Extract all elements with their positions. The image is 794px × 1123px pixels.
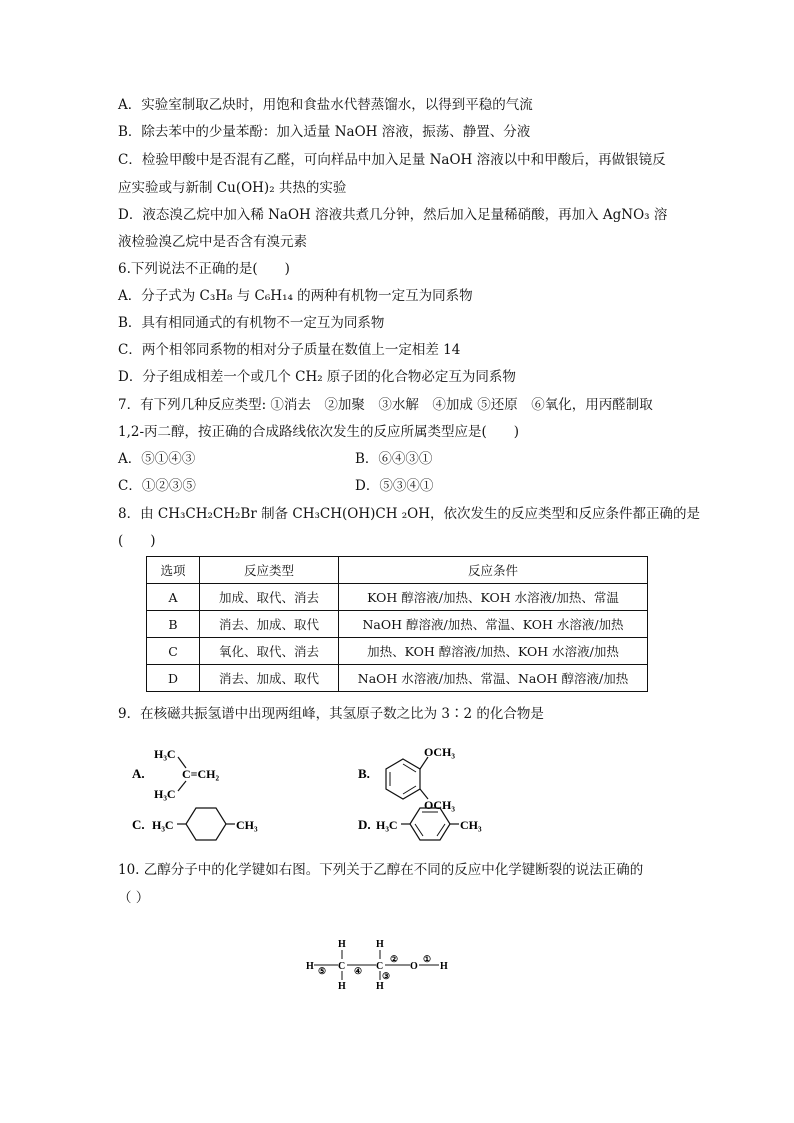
q9-a-c-ch2: C=CH₂ [182, 767, 220, 781]
q5-option-c: C．检验甲酸中是否混有乙醛，可向样品中加入足量 NaOH 溶液以中和甲酸后，再做银镜反 [118, 152, 666, 168]
table-header-row [147, 557, 648, 584]
q9-c-h3c: H₃C [152, 818, 174, 832]
table-cell: 消去、加成、取代 [200, 611, 339, 638]
table-cell: D [147, 665, 200, 692]
q9-structures [118, 735, 578, 850]
q9-d-h3c: H₃C [376, 818, 398, 832]
table-cell: B [147, 611, 200, 638]
q9-d-ch3: CH₃ [460, 818, 482, 832]
q6-option-b: B．具有相同通式的有机物不一定互为同系物 [118, 315, 385, 331]
table-header-cell: 选项 [147, 557, 200, 584]
q8-stem-line1: 8．由 CH₃CH₂CH₂Br 制备 CH₃CH(OH)CH ₂OH，依次发生的反应类型和反应条件都正确的是 [118, 506, 701, 522]
q9-label-d: D. [358, 817, 371, 832]
q5-option-c-cont: 应实验或与新制 Cu(OH)₂ 共热的实验 [118, 180, 347, 196]
table-header-cell: 反应条件 [339, 557, 648, 584]
q9-a-h3c-top: H₃C [154, 747, 176, 761]
table-row [147, 611, 648, 638]
q8-table [146, 556, 648, 692]
ethanol-bond-label-3: ③ [382, 971, 391, 981]
table-cell: C [147, 638, 200, 665]
q9-a-bond-bottom [178, 781, 186, 791]
q5-option-d-cont: 液检验溴乙烷中是否含有溴元素 [118, 234, 307, 250]
q9-c-ring [186, 808, 226, 840]
q9-b-ring [386, 759, 420, 799]
q10-stem-line2: （ ） [118, 890, 150, 906]
q6-stem: 6.下列说法不正确的是( ) [118, 261, 290, 277]
table-row [147, 638, 648, 665]
table-cell: A [147, 584, 200, 611]
q7-option-b: B．⑥④③① [355, 451, 433, 467]
table-cell: 加成、取代、消去 [200, 584, 339, 611]
ethanol-h-right: H [440, 961, 448, 972]
q8-stem-line2: ( ) [118, 533, 156, 549]
q9-label-c: C. [132, 817, 145, 832]
ethanol-h-bottom-left: H [338, 981, 346, 992]
table-header-cell: 反应类型 [200, 557, 339, 584]
ethanol-c-right: C [376, 961, 384, 972]
table-cell: 氧化、取代、消去 [200, 638, 339, 665]
q9-d-ring [410, 808, 450, 840]
q5-option-d: D．液态溴乙烷中加入稀 NaOH 溶液共煮几分钟，然后加入足量稀硝酸，再加入 AgNO₃ 溶 [118, 207, 668, 223]
q6-option-a: A．分子式为 C₃H₈ 与 C₆H₁₄ 的两种有机物一定互为同系物 [118, 288, 473, 304]
ethanol-h-top-right: H [376, 939, 384, 950]
table-row [147, 665, 648, 692]
ethanol-bond-label-5: ⑤ [318, 966, 327, 976]
q5-option-a: A．实验室制取乙炔时，用饱和食盐水代替蒸馏水，以得到平稳的气流 [118, 97, 533, 113]
ethanol-h-top-left: H [338, 939, 346, 950]
q9-c-ch3: CH₃ [236, 818, 258, 832]
table-cell: KOH 醇溶液/加热、KOH 水溶液/加热、常温 [339, 584, 648, 611]
q7-option-d: D．⑤③④① [355, 478, 434, 494]
q7-stem-line2: 1,2-丙二醇，按正确的合成路线依次发生的反应所属类型应是( ) [118, 424, 520, 440]
table-cell: NaOH 醇溶液/加热、常温、KOH 水溶液/加热 [339, 611, 648, 638]
ethanol-h-bottom-right: H [376, 981, 384, 992]
table-cell: 加热、KOH 醇溶液/加热、KOH 水溶液/加热 [339, 638, 648, 665]
ethanol-o: O [410, 961, 418, 972]
q6-option-d: D．分子组成相差一个或几个 CH₂ 原子团的化合物必定互为同系物 [118, 369, 516, 385]
q9-label-b: B. [358, 766, 370, 781]
ethanol-bond-label-1: ① [423, 954, 432, 964]
q10-stem-line1: 10. 乙醇分子中的化学键如右图。下列关于乙醇在不同的反应中化学键断裂的说法正确的 [118, 862, 644, 878]
ethanol-c-left: C [338, 961, 346, 972]
q9-b-och3-bottom: OCH₃ [424, 798, 455, 812]
q7-option-a: A．⑤①④③ [118, 451, 196, 467]
q5-option-b: B．除去苯中的少量苯酚：加入适量 NaOH 溶液，振荡、静置、分液 [118, 124, 531, 140]
q7-stem-line1: 7．有下列几种反应类型: ①消去 ②加聚 ③水解 ④加成 ⑤还原 ⑥氧化，用丙醛制取 [118, 397, 653, 413]
q9-a-h3c-bottom: H₃C [154, 787, 176, 801]
table-row [147, 584, 648, 611]
ethanol-bond-diagram [296, 925, 501, 1005]
ethanol-bond-label-4: ④ [354, 966, 363, 976]
q6-option-c: C．两个相邻同系物的相对分子质量在数值上一定相差 14 [118, 342, 461, 358]
table-cell: NaOH 水溶液/加热、常温、NaOH 醇溶液/加热 [339, 665, 648, 692]
q9-b-och3-top: OCH₃ [424, 745, 455, 759]
ethanol-h-left: H [306, 961, 314, 972]
q7-option-c: C．①②③⑤ [118, 478, 196, 494]
ethanol-bond-label-2: ② [390, 954, 399, 964]
q9-stem: 9．在核磁共振氢谱中出现两组峰，其氢原子数之比为 3∶2 的化合物是 [118, 706, 544, 722]
table-cell: 消去、加成、取代 [200, 665, 339, 692]
q9-label-a: A. [132, 766, 145, 781]
